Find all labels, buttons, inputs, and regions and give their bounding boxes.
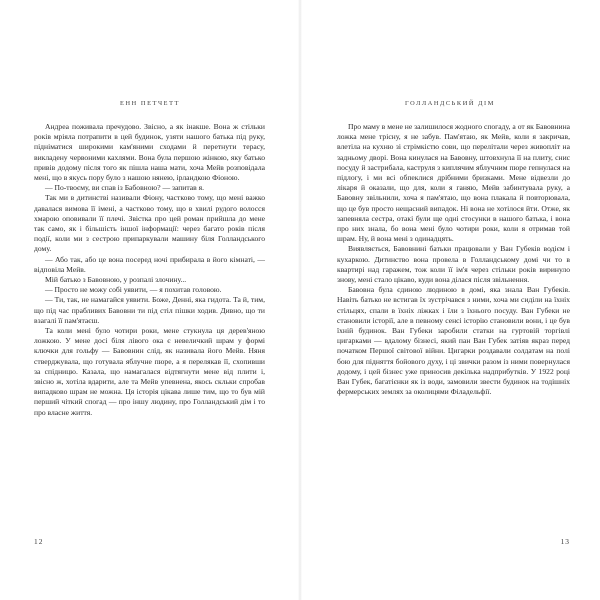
running-head-author: ЕНН ПЕТЧЕТТ	[120, 100, 180, 107]
paragraph: Про маму в мене не залишилося жодного спогаду, а от як Бавовнина ложка мене трісну, я не забув. Пам'ятаю, як Мейв, коли я закричав, влетіла на кухню зі стрімкістю сови, що перелітали через живопліт на задньому дворі. Вона кинулася на Бавовну, штовхнула її на плиту, снис посуду й застрибала, каструля з киплячим яблучним пюре гепнулася на підлогу, і ми всі обпеклися дрібними бризками. Мене відвезли до лікаря й оказали, що для, коли я ганяю, Мейв забинтувала руку, а Бавовну звільнили, хоча я пам'ятаю, що вона плакала й повторювала, що це був просто нещасний випадок. Ні вона не хотілося йти. Отже, як запевняла сестра, отакі були ще одні стосунки в нашого батька, і вона про них знала, бо вона мені було чотири роки, коли я отримав той шрам. Ну, й вона мені з одинадцять.	[337, 122, 570, 244]
paragraph: — Або так, або це вона посеред ночі прибирала в його кімнаті, — відповіла Мейв.	[34, 254, 265, 274]
paragraph: Бавовна була єдиною людиною в домі, яка знала Ван Губеків. Навіть батько не встигав їх зустрічався з ними, хоча ми сиділи на їхніх стільцях, спали в їхніх ліжках і їли з їхнього посуду. Ван Губеки не становили історії, але в певному сенсі історію становили вони, і це був їхній будинок. Ван Губеки заробили статки на гуртовій торгівлі цигарками — вдалому бізнесі, який пан Ван Губек затіяв якраз перед початком Першої світової війни. Цигарки роздавали солдатам на полі бою для підняття бойового духу, і ці звички разом із ними повернулася додому, і цей бізнес уже приносив декілька надприбутків. У 1922 році Ван Губек, багатієнки як із води, замовили звести будинок на тодішніх фермерських землях за околицями Філадельфії.	[337, 285, 570, 397]
paragraph: Андреа поживала пречудово. Звісно, а як інакше. Вона ж стільки років мріяла потрапити в цей будинок, узяти нашого батька під руку, підніматися широкими кам'яними сходами й перетнути терасу, викладену червоними кахлями. Вона була першою жінкою, яку батько привів додому після того як пішла наша мати, хоча Мейв розповідала мені, що в якусь пору було з нашою нянею, ірландкою Фіоною.	[34, 122, 265, 183]
page-number-left: 12	[34, 537, 44, 546]
right-page-text	[337, 122, 570, 397]
paragraph: Так ми в дитинстві називали Фіону, частково тому, що мені важко давалася вимова її імені, а частково тому, що в хвилі рудого волосся хмарою оповивали її плечі. Звістка про цей роман прийшла до мене так само, як і більшість іншої інформації: через багато років після події, коли ми з сестрою припаркували машину біля Голландського дому.	[34, 193, 265, 254]
paragraph: Мій батько з Бавовною, у розпалі злочину...	[45, 275, 187, 285]
page-number-right: 13	[560, 537, 570, 546]
paragraph: Виявляється, Бавовнині батьки працювали у Ван Губеків водієм і кухаркою. Дитинство вона провела в Голландському домі чи то в квартирі над гаражем, тож коли її ім'я через стільки років виринуло знову, мені стало цікаво, куди вона ділася після звільнення.	[337, 244, 570, 285]
right-page	[300, 0, 600, 600]
paragraph: — Просто не можу собі уявити, — я похитав головою.	[45, 285, 222, 295]
left-page-text	[34, 122, 265, 418]
paragraph: — По-твоєму, ви спав із Бабовною? — запитав я.	[45, 183, 205, 193]
paragraph: — Ти, так, не намагайся уявити. Боже, Денні, яка гидота. Та й, тим, що під час прабливих Бавовни ти під стіл пішки ходив. Дивно, що ти взагалі її пам'ятаєш.	[34, 295, 265, 325]
paragraph: Та коли мені було чотири роки, мене стукнула ця дерев'яною ложкою. У мене досі біля лівого ока є невеличкий шрам у формі ключки для гольфу — Бавовнин слід, як називала його Мейв. Няня стверджувала, що готувала яблучне пюре, а я перелякав її, схопивши за спідницю. Казала, що намагалася відтягнути мене від плити і, звісно ж, хотіла вдарити, але та Мейв упевнена, якось скльки спробав випадково шрам не можна. Ця історія цікава лише тим, що то був мій перший чіткий спогад — про іншу людину, про Голландський дім і то про власне життя.	[34, 326, 265, 417]
running-head-title: ГОЛЛАНДСЬКИЙ ДІМ	[405, 100, 495, 107]
